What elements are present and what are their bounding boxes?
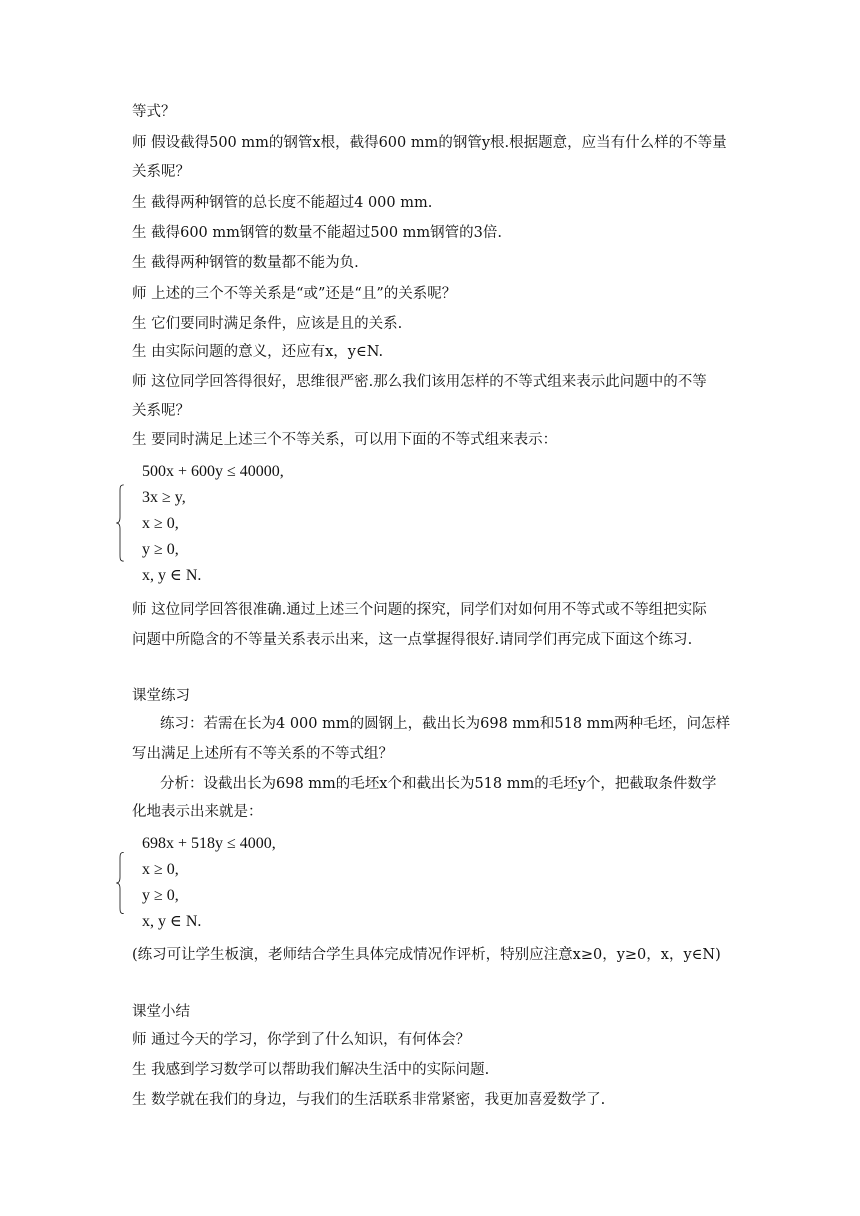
inequality-line: 698x + 518y ≤ 4000, bbox=[142, 835, 276, 852]
left-brace-icon bbox=[115, 460, 125, 586]
text-line: 生 由实际问题的意义，还应有x，y∈N. bbox=[132, 344, 384, 360]
inequality-line: 3x ≥ y, bbox=[142, 489, 186, 506]
inequality-line: 500x + 600y ≤ 40000, bbox=[142, 463, 284, 480]
inequality-line: x, y ∈ N. bbox=[142, 567, 202, 584]
text-line: 生 它们要同时满足条件，应该是且的关系. bbox=[132, 316, 403, 332]
text-line: 师 上述的三个不等关系是“或”还是“且”的关系呢？ bbox=[132, 286, 457, 302]
text-line: 练习：若需在长为4 000 mm的圆钢上，截出长为698 mm和518 mm两种毛坯，问怎样 bbox=[160, 716, 731, 732]
inequality-line: y ≥ 0, bbox=[142, 541, 179, 558]
left-brace-icon bbox=[115, 832, 125, 934]
inequality-line: x, y ∈ N. bbox=[142, 913, 202, 930]
inequality-line: y ≥ 0, bbox=[142, 887, 179, 904]
text-line: 化地表示出来就是： bbox=[132, 804, 263, 820]
note-line: (练习可让学生板演，老师结合学生具体完成情况作评析，特别应注意x≥0，y≥0，x，y∈N) bbox=[132, 947, 721, 963]
text-line: 师 通过今天的学习，你学到了什么知识，有何体会？ bbox=[132, 1032, 471, 1048]
text-line: 生 截得两种钢管的数量都不能为负. bbox=[132, 255, 359, 271]
text-line: 生 我感到学习数学可以帮助我们解决生活中的实际问题. bbox=[132, 1062, 490, 1078]
section-heading-practice: 课堂练习 bbox=[132, 688, 190, 704]
text-line: 关系呢？ bbox=[132, 403, 190, 419]
text-line: 生 截得两种钢管的总长度不能超过4 000 mm. bbox=[132, 195, 433, 211]
text-line: 生 截得600 mm钢管的数量不能超过500 mm钢管的3倍. bbox=[132, 225, 503, 241]
text-line: 写出满足上述所有不等关系的不等式组？ bbox=[132, 746, 393, 762]
inequality-line: x ≥ 0, bbox=[142, 861, 179, 878]
inequality-system-1 bbox=[115, 460, 415, 590]
text-line: 师 这位同学回答很准确.通过上述三个问题的探究，同学们对如何用不等式或不等组把实际 bbox=[132, 602, 707, 618]
text-line: 师 假设截得500 mm的钢管x根，截得600 mm的钢管y根.根据题意，应当有什么样的不等量 bbox=[132, 135, 727, 151]
text-line: 生 要同时满足上述三个不等关系，可以用下面的不等式组来表示： bbox=[132, 432, 558, 448]
section-heading-summary: 课堂小结 bbox=[132, 1004, 190, 1020]
text-line: 关系呢？ bbox=[132, 164, 190, 180]
text-line: 问题中所隐含的不等量关系表示出来，这一点掌握得很好.请同学们再完成下面这个练习. bbox=[132, 632, 693, 648]
inequality-system-2 bbox=[115, 832, 415, 938]
text-line: 分析：设截出长为698 mm的毛坯x个和截出长为518 mm的毛坯y个，把截取条件数学 bbox=[160, 776, 717, 792]
text-line: 师 这位同学回答得很好，思维很严密.那么我们该用怎样的不等式组来表示此问题中的不等 bbox=[132, 374, 707, 390]
text-line: 生 数学就在我们的身边，与我们的生活联系非常紧密，我更加喜爱数学了. bbox=[132, 1092, 606, 1108]
text-line: 等式？ bbox=[132, 104, 176, 120]
inequality-line: x ≥ 0, bbox=[142, 515, 179, 532]
